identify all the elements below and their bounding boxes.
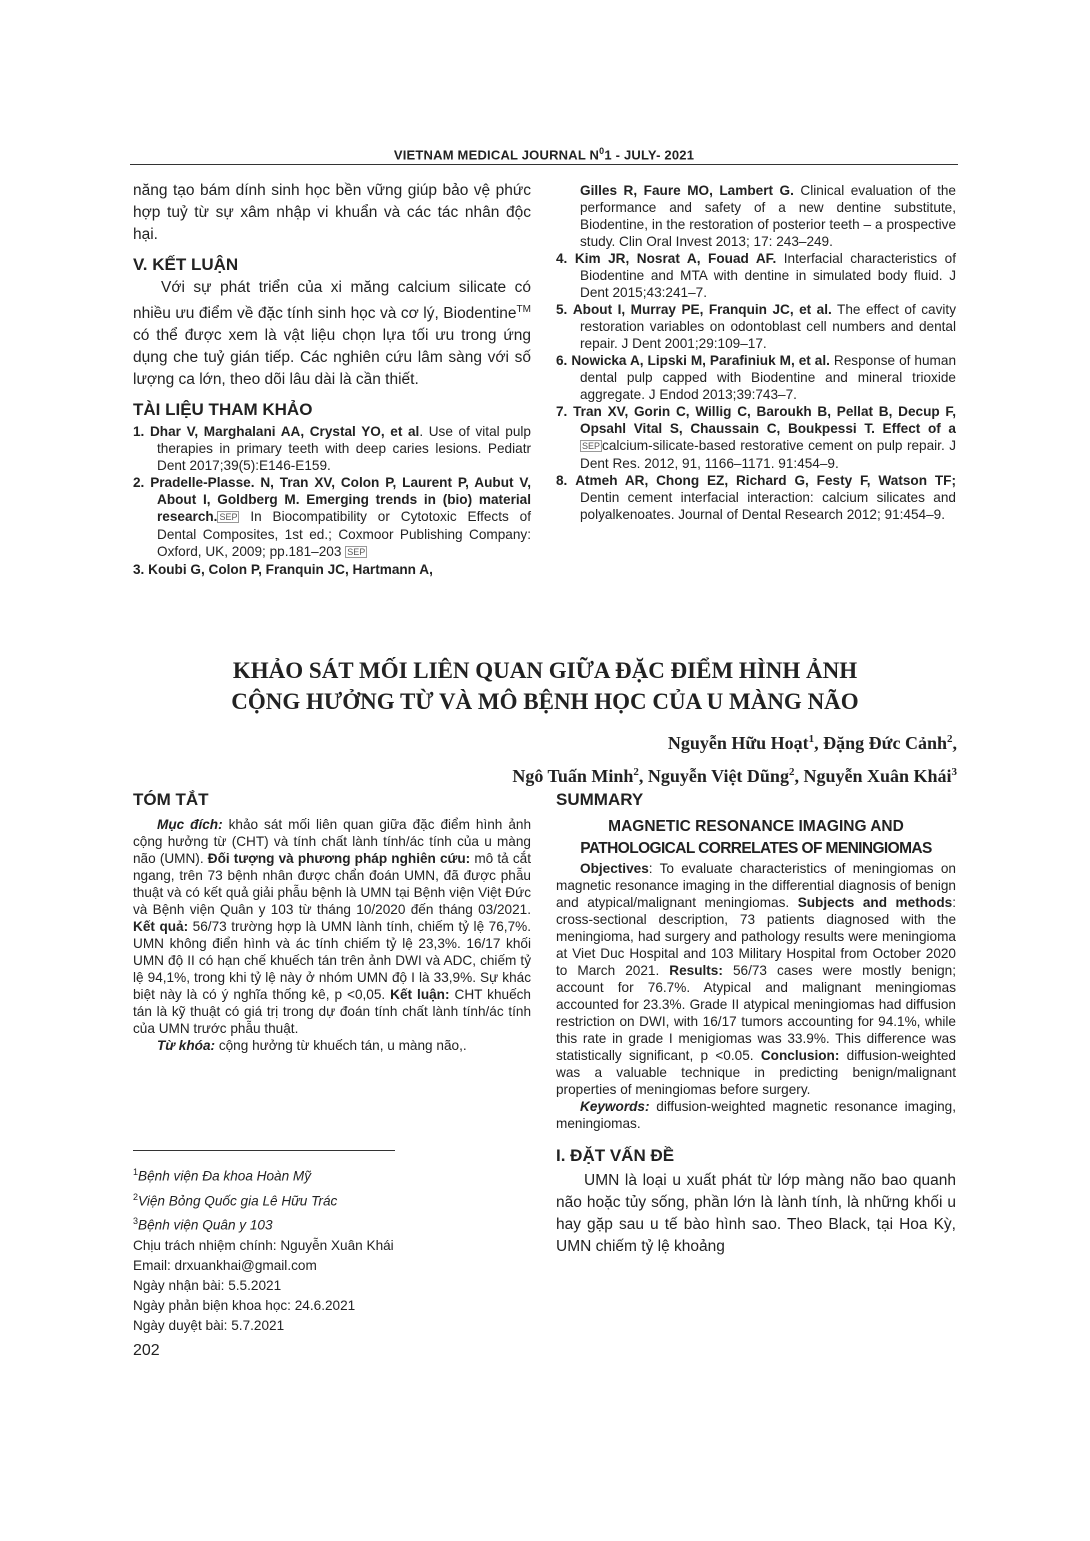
authors-line-2: Ngô Tuấn Minh$^2$, Nguyễn Việt Dũng$^2$, Nguyễn Xuân Khái$^3$ bbox=[512, 766, 957, 786]
affiliation-3: $^3$Bệnh viện Quân y 103 bbox=[133, 1216, 273, 1233]
en-abstract bbox=[556, 790, 956, 1258]
reference-item: 2. Pradelle-Plasse. N, Tran XV, Colon P, Laurent P, Aubut V, About I, Goldberg M. Emerging trends in (bio) material research. SEP In Biocompatibility or Cytotoxic Effects of Dental Composites, 1st ed.; Coxmoor Publishing Company: Oxford, UK, 2009; pp.181–203 SEP bbox=[133, 475, 531, 560]
vi-keywords: Từ khóa: cộng hưởng từ khuếch tán, u màng não,. bbox=[157, 1038, 467, 1053]
references-list-left bbox=[133, 423, 531, 578]
authors-line-1: Nguyễn Hữu Hoạt$^1$, Đặng Đức Cảnh$^2$, bbox=[667, 733, 957, 753]
references-heading: TÀI LIỆU THAM KHẢO bbox=[133, 400, 313, 420]
journal-header: VIETNAM MEDICAL JOURNAL $N^01$ - JULY- 2021 bbox=[393, 146, 695, 163]
date-accepted: Ngày duyệt bài: 5.7.2021 bbox=[133, 1317, 285, 1333]
reference-item-continued: Gilles R, Faure MO, Lambert G. Clinical evaluation of the performance and safety of a new dentine substitute, Biodentine, in the restoration of posterior teeth – a prospective study. Clin Oral Invest 2013; 17: 243–249. bbox=[580, 183, 956, 249]
en-abstract-body: Objectives: To evaluate characteristics of meningiomas on magnetic resonance imaging in the differential diagnosis of benign and atypical/malignant meningiomas. Subjects and methods: cross-sectional description, 73 patients diagnosed with the meningioma, had surgery and pathology results were meningioma at Viet Duc Hospital and 103 Military Hospital from October 2020 to March 2021. Results: 56/73 cases were mostly benign; account for 76.7%. Atypical and malignant meningiomas accounted for 23.3%. Grade II atypical meningiomas had diffusion restriction on DWI, with 16/17 tumors accounting for 94.1%, while this rate in grade I menigiomas was 33.9%. This difference was statistically significant, p <0.05. Conclusion: diffusion-weighted was a valuable technique in predicting benign/malignant properties of meningiomas before surgery. bbox=[556, 861, 957, 1097]
header-divider bbox=[130, 164, 958, 165]
reference-item: 5. About I, Murray PE, Franquin JC, et al. The effect of cavity restoration variables on odontoblast cell numbers and dental repair. J Dent 2001;29:109–17. bbox=[556, 302, 957, 351]
reference-item: 8. Atmeh AR, Chong EZ, Richard G, Festy F, Watson TF; Dentin cement interfacial interaction: calcium silicates and polyalkenoates. Journal of Dental Research 2012; 91:454–9. bbox=[556, 472, 956, 522]
conclusion-heading: V. KẾT LUẬN bbox=[133, 255, 239, 274]
vi-abstract-body: Mục đích: khảo sát mối liên quan giữa đặc điểm hình ảnh cộng hưởng từ (CHT) và tính chất lành tính/ác tính của u màng não (UMN). Đối tượng và phương pháp nghiên cứu: mô tả cắt ngang, trên 73 bệnh nhân được chẩn đoán UMN, đã được phẫu thuật và có kết quả giải phẫu bệnh là UMN tại Bệnh viện Việt Đức và Bệnh viện Quân y 103 từ tháng 10/2020 đến tháng 03/2021. Kết quả: 56/73 trường hợp là UMN lành tính, chiếm tỷ lệ 76,7%. UMN không điển hình và ác tính chiếm tỷ lệ 23,3%. 16/17 khối UMN độ II có hạn chế khuếch tán trên ảnh DWI và ADC, chiếm tỷ lệ 94,1%, trong khi tỷ lệ này ở nhóm UMN độ I là 33,9%. Sự khác biệt này là có ý nghĩa thống kê, p <0,05. Kết luận: CHT khuếch tán là kỹ thuật có giá trị trong dự đoán tính chất lành tính/ác tính của UMN trước phẫu thuật. bbox=[133, 817, 532, 1036]
reference-item: 4. Kim JR, Nosrat A, Fouad AF. Interfacial characteristics of Biodentine and MTA with dentine in simulated body fluid. J Dent 2015;43:241–7. bbox=[556, 251, 956, 300]
date-received: Ngày nhận bài: 5.5.2021 bbox=[133, 1277, 282, 1293]
email: Email: drxuankhai@gmail.com bbox=[133, 1257, 317, 1273]
vi-abstract bbox=[133, 790, 531, 1054]
reference-item-part: 3. Koubi G, Colon P, Franquin JC, Hartmann A, bbox=[133, 561, 433, 577]
reference-item: 6. Nowicka A, Lipski M, Parafiniuk M, et al. Response of human dental pulp capped with Biodentine and mineral trioxide aggregate. J Endod 2013;39:743–7. bbox=[556, 353, 957, 402]
affiliation-1: $^1$Bệnh viện Đa khoa Hoàn Mỹ bbox=[133, 1167, 312, 1184]
left-column-top bbox=[133, 180, 531, 578]
introduction-heading: I. ĐẶT VẤN ĐỀ bbox=[556, 1146, 675, 1165]
en-abstract-heading: SUMMARY bbox=[556, 790, 644, 809]
reference-item: 1. Dhar V, Marghalani AA, Crystal YO, et al. Use of vital pulp therapies in primary teeth with deep caries lesions. Pediatr Dent 2017;39(5):E146-E159. bbox=[133, 424, 531, 474]
responsible-author: Chịu trách nhiệm chính: Nguyễn Xuân Khái bbox=[133, 1237, 394, 1253]
conclusion-paragraph: Với sự phát triển của xi măng calcium silicate có nhiều ưu điểm về đặc tính sinh học và cơ lý, Biodentine™ có thể được xem là vật liệu chọn lựa tối ưu trong ứng dụng che tuỷ gián tiếp. Các nghiên cứu lâm sàng với số lượng ca lớn, theo dõi lâu dài là cần thiết. bbox=[133, 279, 531, 389]
en-keywords: Keywords: diffusion-weighted magnetic resonance imaging, meningiomas. bbox=[556, 1099, 956, 1131]
affiliation-2: $^2$Viện Bỏng Quốc gia Lê Hữu Trác bbox=[133, 1191, 338, 1209]
footnote-divider bbox=[133, 1150, 395, 1151]
sep-symbol-icon: SEP bbox=[219, 512, 238, 523]
sep-symbol-icon: SEP bbox=[582, 440, 601, 451]
page-number: 202 bbox=[133, 1342, 160, 1359]
introduction-paragraph: UMN là loại u xuất phát từ lớp màng não bao quanh não hoặc tủy sống, phần lớn là lành tính, là những khối u hay gặp sau u tế bào hình sao. Theo Black, tại Hoa Kỳ, UMN chiếm tỷ lệ khoảng bbox=[556, 1172, 956, 1255]
authors-block bbox=[512, 725, 957, 791]
footnotes bbox=[133, 1162, 531, 1336]
date-reviewed: Ngày phản biện khoa học: 24.6.2021 bbox=[133, 1297, 356, 1313]
article-title: KHẢO SÁT MỐI LIÊN QUAN GIỮA ĐẶC ĐIỂM HÌNH ẢNH CỘNG HƯỞNG TỪ VÀ MÔ BỆNH HỌC CỦA U MÀNG NÃO bbox=[231, 658, 859, 714]
vi-abstract-heading: TÓM TẮT bbox=[133, 790, 209, 809]
intro-paragraph: năng tạo bám dính sinh học bền vững giúp bảo vệ phức hợp tuỷ từ sự xâm nhập vi khuẩn và các tác nhân độc hại. bbox=[133, 182, 531, 243]
right-column-top bbox=[556, 182, 956, 523]
en-abstract-title: MAGNETIC RESONANCE IMAGING AND PATHOLOGICAL CORRELATES OF MENINGIOMAS bbox=[580, 818, 932, 857]
sep-symbol-icon: SEP bbox=[347, 546, 366, 557]
reference-item: 7. Tran XV, Gorin C, Willig C, Baroukh B, Pellat B, Decup F, Opsahl Vital S, Chaussain C, Boukpessi T. Effect of a SEP calcium-silicate-based restorative cement on pulp repair. J Dent Res. 2012, 91, 1166–1171. 91:454–9. bbox=[556, 404, 957, 471]
